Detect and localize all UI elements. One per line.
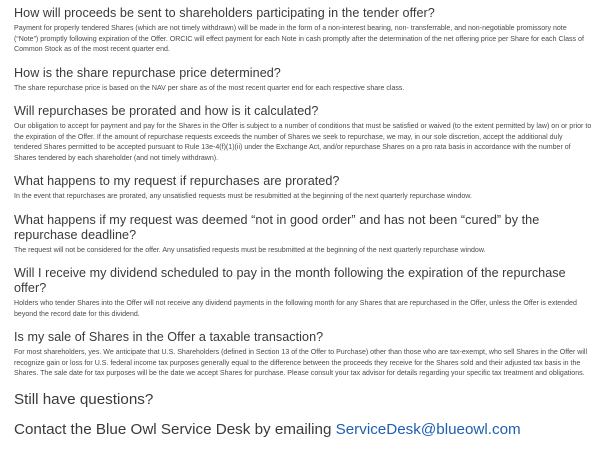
faq-answer: Payment for properly tendered Shares (which are not timely withdrawn) will be made in the form of a non-interest bearing, non- transferrable, and non-negotiable promissory note (“Note”) promptly following expiration of the Offer. ORCIC will effect payment for each Note in cash promptly after the determination of the net offering price per Share for each Class of Common Stock as of the most recent quarter end. [14, 25, 584, 53]
faq-question: Will I receive my dividend scheduled to pay in the month following the expiration of the repurchase offer? [14, 266, 566, 295]
faq-question: Is my sale of Shares in the Offer a taxable transaction? [14, 330, 324, 344]
faq-question: How is the share repurchase price determined? [14, 65, 281, 80]
faq-answer: For most shareholders, yes. We anticipate that U.S. Shareholders (defined in Section 13 of the Offer to Purchase) other than those who are tax-exempt, who sell Shares in the Offer will recognize gain or loss for U.S. federal income tax purposes generally equal to the difference between the proceeds they receive for the Shares sold and their adjusted tax basis in the Shares. The sale date for tax purposes will be the date we accept Shares for purchase. Please consult your tax advisor for details regarding your specific tax treatment and obligations. [14, 349, 588, 377]
faq-question: Will repurchases be prorated and how is it calculated? [14, 104, 319, 118]
faq-answer: Holders who tender Shares into the Offer will not receive any dividend payments in the following month for any Shares that are repurchased in the Offer, unless the Offer is extended beyond the record date for this dividend. [14, 300, 577, 318]
faq-answer: The share repurchase price is based on the NAV per share as of the most recent quarter end for each respective share class. [14, 84, 405, 92]
service-desk-email-link[interactable]: ServiceDesk@blueowl.com [335, 420, 521, 438]
faq-item [14, 213, 592, 257]
faq-question: How will proceeds be sent to shareholders participating in the tender offer? [14, 6, 435, 20]
faq-item [14, 266, 592, 320]
faq-item [14, 174, 592, 203]
faq-answer: Our obligation to accept for payment and pay for the Shares in the Offer is subject to a number of conditions that must be satisfied or waived (to the extent permitted by law) on or prior to the expiration of the Offer. If the amount of repurchase requests exceeds the number of Shares we seek to repurchase, we may, in our sole discretion, accept the additional duly tendered Shares permitted to be accepted pursuant to Rule 13e-4(f)(1)(ii) under the Exchange Act, and/or repurchase Shares on a pro rata basis in accordance with the number of Shares tendered by each shareholder (and not timely withdrawn). [14, 123, 592, 162]
faq-question: What happens if my request was deemed “not in good order” and has not been “cured” by the repurchase deadline? [14, 212, 540, 242]
faq-item [14, 104, 592, 164]
still-have-questions-heading: Still have questions? [14, 390, 154, 408]
faq-item [14, 6, 592, 56]
faq-list [14, 6, 592, 380]
contact-section [14, 390, 592, 440]
faq-answer: In the event that repurchases are prorated, any unsatisfied requests must be resubmitted at the beginning of the next quarterly repurchase window. [14, 193, 472, 200]
faq-answer: The request will not be considered for the offer. Any unsatisfied requests must be resubmitted at the beginning of the next quarterly repurchase window. [14, 246, 486, 254]
contact-text: Contact the Blue Owl Service Desk by emailing [14, 420, 336, 438]
contact-line [14, 420, 592, 440]
faq-item [14, 330, 592, 380]
faq-question: What happens to my request if repurchases are prorated? [14, 174, 340, 188]
faq-item [14, 66, 592, 95]
